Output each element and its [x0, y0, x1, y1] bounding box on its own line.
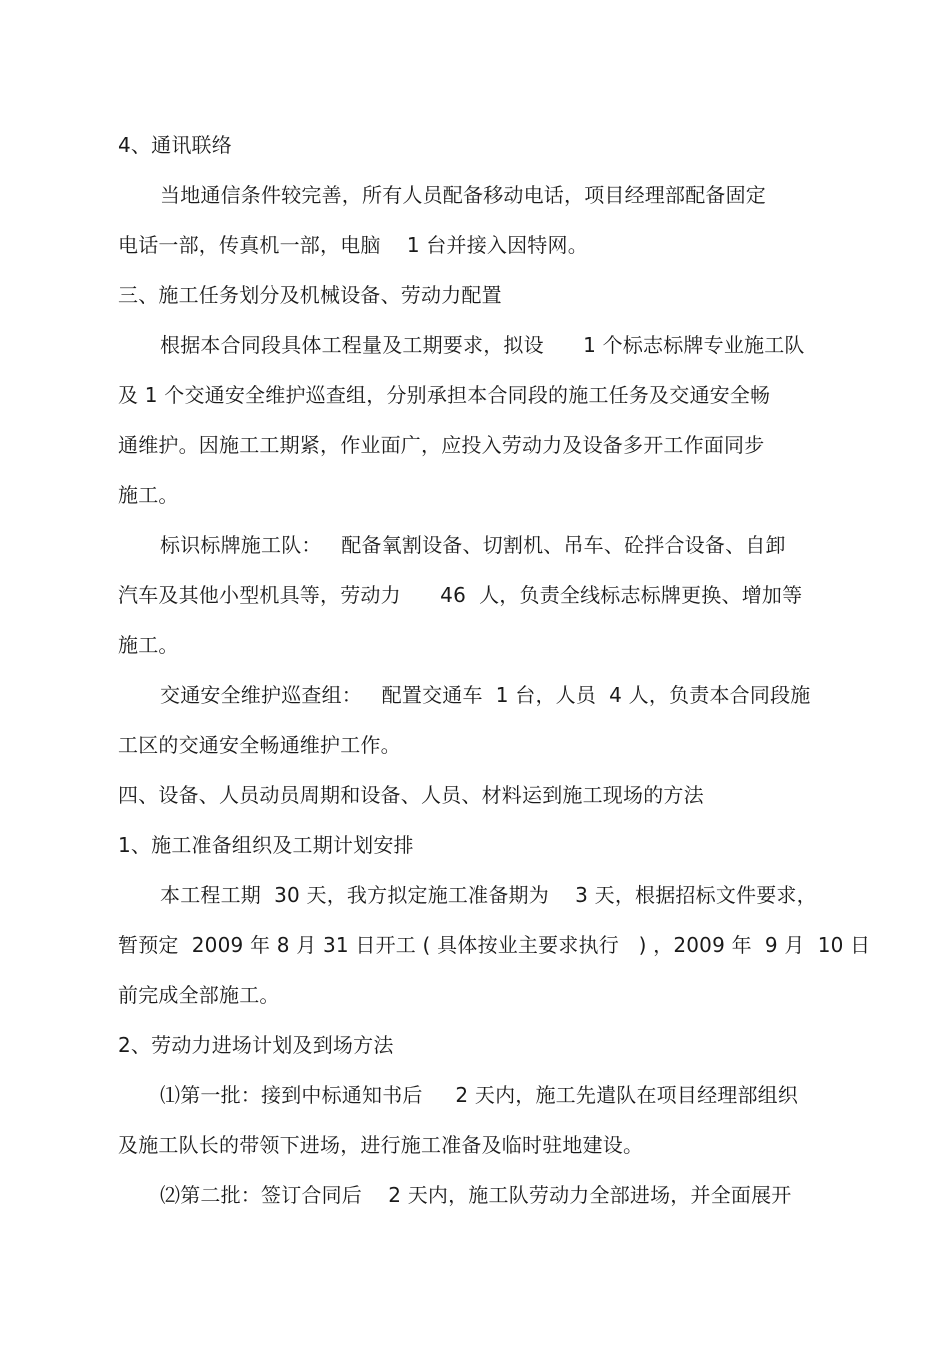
paragraph-line: 汽车及其他小型机具等，劳动力 46 人，负责全线标志标牌更换、增加等 — [118, 583, 803, 607]
paragraph-line: ⑵第二批：签订合同后 2 天内，施工队劳动力全部进场，并全面展开 — [160, 1183, 792, 1207]
paragraph-line: 电话一部，传真机一部，电脑 1 台并接入因特网。 — [118, 233, 588, 257]
paragraph-line: 交通安全维护巡查组： 配置交通车 1 台，人员 4 人，负责本合同段施 — [160, 683, 811, 707]
paragraph-line: 工区的交通安全畅通维护工作。 — [118, 733, 401, 757]
paragraph-line: 标识标牌施工队： 配备氧割设备、切割机、吊车、砼拌合设备、自卸 — [160, 533, 786, 557]
section-heading: 三、施工任务划分及机械设备、劳动力配置 — [118, 283, 502, 307]
section-heading: 四、设备、人员动员周期和设备、人员、材料运到施工现场的方法 — [118, 783, 704, 807]
paragraph-line: 及 1 个交通安全维护巡查组，分别承担本合同段的施工任务及交通安全畅 — [118, 383, 771, 407]
paragraph-line: 本工程工期 30 天，我方拟定施工准备期为 3 天，根据招标文件要求， — [160, 883, 817, 907]
section-heading: 1、施工准备组织及工期计划安排 — [118, 833, 414, 857]
paragraph-line: 通维护。因施工工期紧，作业面广，应投入劳动力及设备多开工作面同步 — [118, 433, 765, 457]
paragraph-line: 根据本合同段具体工程量及工期要求，拟设 1 个标志标牌专业施工队 — [160, 333, 805, 357]
paragraph-line: ⑴第一批：接到中标通知书后 2 天内，施工先遣队在项目经理部组织 — [160, 1083, 799, 1107]
paragraph-line: 前完成全部施工。 — [118, 983, 280, 1007]
paragraph-line: 暂预定 2009 年 8 月 31 日开工 ( 具体按业主要求执行 ) ，2009 年 9 月 10 日 — [118, 933, 871, 957]
paragraph-line: 施工。 — [118, 633, 179, 657]
paragraph-line: 当地通信条件较完善，所有人员配备移动电话，项目经理部配备固定 — [160, 183, 766, 207]
section-heading: 4、通讯联络 — [118, 133, 232, 157]
section-heading: 2、劳动力进场计划及到场方法 — [118, 1033, 394, 1057]
paragraph-line: 施工。 — [118, 483, 179, 507]
paragraph-line: 及施工队长的带领下进场，进行施工准备及临时驻地建设。 — [118, 1133, 644, 1157]
